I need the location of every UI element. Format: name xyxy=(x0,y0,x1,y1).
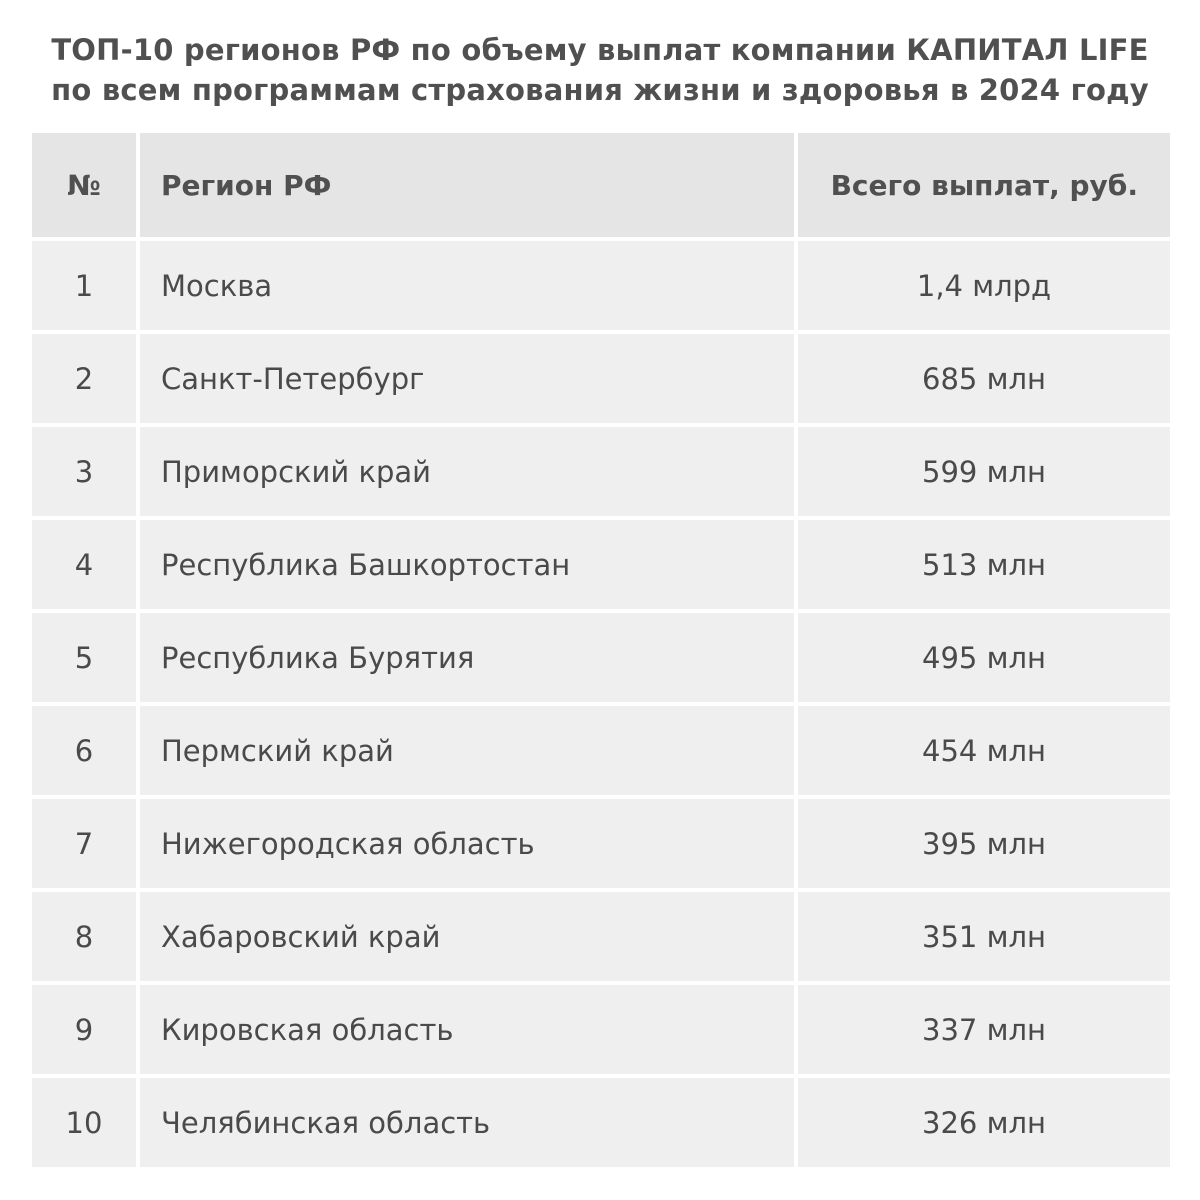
row-total: 351 млн xyxy=(798,892,1170,981)
row-total: 337 млн xyxy=(798,985,1170,1074)
row-num: 4 xyxy=(32,520,136,609)
row-region: Республика Башкортостан xyxy=(140,520,794,609)
row-num: 6 xyxy=(32,706,136,795)
row-total: 599 млн xyxy=(798,427,1170,516)
title-line-1: ТОП-10 регионов РФ по объему выплат компании КАПИТАЛ LIFE xyxy=(51,33,1149,67)
table-header-row xyxy=(32,133,1170,237)
row-total: 685 млн xyxy=(798,334,1170,423)
table-row xyxy=(32,520,1170,609)
row-num: 3 xyxy=(32,427,136,516)
table-row xyxy=(32,892,1170,981)
page-title xyxy=(0,30,1200,110)
row-total: 326 млн xyxy=(798,1078,1170,1167)
row-total: 1,4 млрд xyxy=(798,241,1170,330)
payouts-table xyxy=(32,133,1170,1171)
table-row xyxy=(32,241,1170,330)
row-total: 513 млн xyxy=(798,520,1170,609)
title-line-2: по всем программам страхования жизни и здоровья в 2024 году xyxy=(51,73,1149,107)
table-row xyxy=(32,1078,1170,1167)
row-num: 8 xyxy=(32,892,136,981)
row-region: Санкт-Петербург xyxy=(140,334,794,423)
row-num: 7 xyxy=(32,799,136,888)
row-region: Хабаровский край xyxy=(140,892,794,981)
table-row xyxy=(32,334,1170,423)
row-total: 454 млн xyxy=(798,706,1170,795)
row-total: 495 млн xyxy=(798,613,1170,702)
row-region: Республика Бурятия xyxy=(140,613,794,702)
row-num: 9 xyxy=(32,985,136,1074)
row-num: 5 xyxy=(32,613,136,702)
table-row xyxy=(32,706,1170,795)
table-row xyxy=(32,613,1170,702)
row-region: Нижегородская область xyxy=(140,799,794,888)
table-row xyxy=(32,985,1170,1074)
row-region: Пермский край xyxy=(140,706,794,795)
header-num: № xyxy=(32,133,136,237)
row-num: 1 xyxy=(32,241,136,330)
row-region: Приморский край xyxy=(140,427,794,516)
table-row xyxy=(32,799,1170,888)
table-row xyxy=(32,427,1170,516)
header-region: Регион РФ xyxy=(140,133,794,237)
row-region: Челябинская область xyxy=(140,1078,794,1167)
row-num: 2 xyxy=(32,334,136,423)
header-total: Всего выплат, руб. xyxy=(798,133,1170,237)
row-region: Кировская область xyxy=(140,985,794,1074)
row-total: 395 млн xyxy=(798,799,1170,888)
row-region: Москва xyxy=(140,241,794,330)
row-num: 10 xyxy=(32,1078,136,1167)
